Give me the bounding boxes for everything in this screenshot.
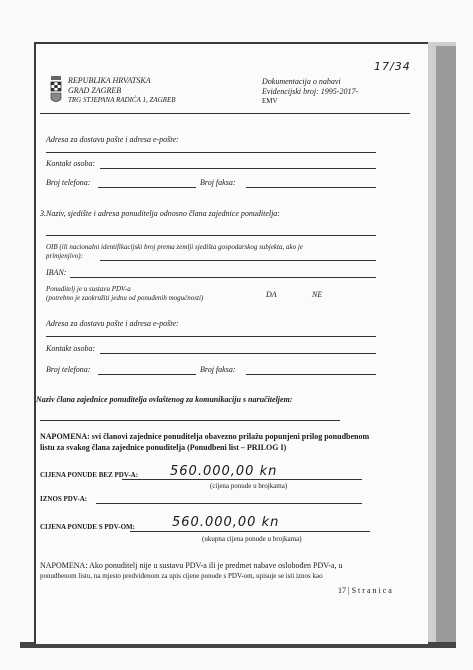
contact-line (100, 168, 376, 169)
member-line (40, 420, 340, 421)
org-city: GRAD ZAGREB (68, 86, 122, 95)
price-with-vat-line (130, 531, 370, 532)
price-without-vat-line (122, 479, 362, 480)
doc-evidence-number: Evidencijski broj: 1995-2017- (262, 87, 359, 96)
price-without-vat-label: CIJENA PONUDE BEZ PDV-A: (40, 471, 139, 479)
note2-line1: NAPOMENA: Ako ponuditelj nije u sustavu PDV-a ili je predmet nabave oslobođen PDV-a, u (40, 561, 343, 570)
scan-shadow-edge-dark (436, 46, 456, 642)
oib-line (100, 260, 376, 261)
phone-line-2 (98, 374, 196, 375)
iban-label: IBAN: (46, 268, 67, 277)
oib-label-2: primjenjivo): (46, 252, 83, 260)
section3-line (46, 235, 376, 236)
contact-line-2 (100, 353, 376, 354)
vat-amount-label: IZNOS PDV-A: (40, 495, 88, 503)
vat-amount-line (96, 503, 362, 504)
vat-label: Ponuditelj je u sustavu PDV-a (46, 285, 131, 293)
vat-no-option[interactable]: NE (312, 290, 323, 299)
fax-label-2: Broj faksa: (200, 365, 236, 374)
note1-line1: NAPOMENA: svi članovi zajednice ponuditelja obavezno prilažu popunjeni prilog ponudbenom (40, 432, 370, 441)
contact-label: Kontakt osoba: (46, 159, 96, 168)
oib-label: OIB (ili nacionalni identifikacijski broj prema zemlji sjedišta gospodarskog subjekta, ako je (46, 243, 303, 251)
address-line-2 (46, 336, 376, 337)
member-label: Naziv člana zajednice ponuditelja ovlaštenog za komunikaciju s naručiteljem: (36, 395, 293, 404)
price-without-vat-value: 560.000,00 kn (170, 464, 278, 479)
org-address: TRG STJEPANA RADIĆA 1, ZAGREB (68, 96, 176, 104)
address-line (46, 152, 376, 153)
address-label: Adresa za dostavu pošte i adresa e-pošte: (46, 135, 179, 144)
vat-hint: (potrebno je zaokružiti jednu od ponuđenih mogućnosti) (46, 294, 204, 302)
price-with-vat-caption: (ukupna cijena ponude u brojkama) (202, 535, 302, 543)
doc-evidence-suffix: EMV (262, 97, 278, 105)
price-with-vat-value: 560.000,00 kn (172, 515, 280, 530)
handwritten-page-number: 17/34 (374, 60, 411, 73)
contact-label-2: Kontakt osoba: (46, 344, 96, 353)
page-number: 17 | S t r a n i c a (338, 586, 392, 595)
phone-label-2: Broj telefona: (46, 365, 91, 374)
address-label-2: Adresa za dostavu pošte i adresa e-pošte: (46, 319, 179, 328)
croatia-crest-icon (50, 75, 62, 105)
phone-label: Broj telefona: (46, 178, 91, 187)
price-without-vat-caption: (cijena ponude u brojkama) (210, 482, 288, 490)
fax-line-2 (246, 374, 376, 375)
org-name: REPUBLIKA HRVATSKA (68, 76, 151, 85)
fax-line (246, 187, 376, 188)
note2-line2: ponudbenom listu, na mjesto predviđenom za upis cijene ponude s PDV-om, upisuje se isti iznos kao (40, 572, 323, 580)
header-divider (40, 113, 410, 114)
fax-label: Broj faksa: (200, 178, 236, 187)
price-with-vat-label: CIJENA PONUDE S PDV-OM: (40, 523, 135, 531)
doc-type: Dokumentacija o nabavi (262, 77, 341, 86)
document-page (34, 42, 428, 644)
phone-line (98, 187, 196, 188)
note1-line2: listu za svakog člana zajednice ponuditelja (Ponudbeni list – PRILOG I) (40, 443, 287, 452)
iban-line (70, 277, 376, 278)
section3-label: 3.Naziv, sjedište i adresa ponuditelja odnosno člana zajednice ponuditelja: (40, 209, 280, 218)
vat-yes-option[interactable]: DA (266, 290, 277, 299)
